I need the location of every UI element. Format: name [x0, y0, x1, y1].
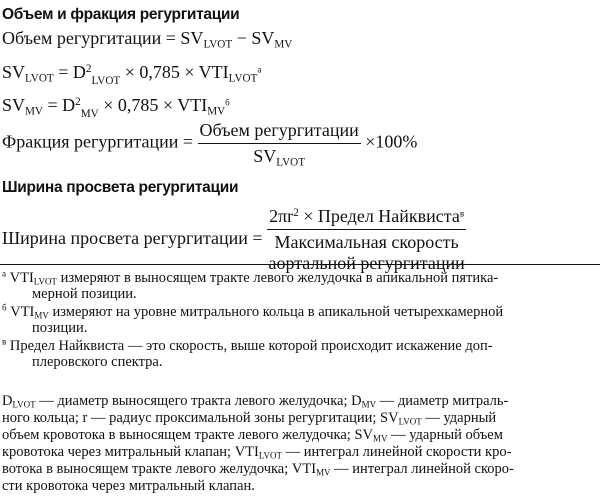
section-title-volume-fraction: Объем и фракция регургитации: [2, 6, 240, 23]
definition-line: $D_{LVOT}$ — диаметр выносящего тракта левого желудочка; $D_{MV}$ — диаметр митраль-: [2, 393, 509, 410]
equation-regurgitant-volume: Объем регургитации = $SV_{LVOT} - SV_{MV}$: [2, 28, 293, 51]
equation-vena-contracta-width: Ширина просвета регургитации = $2\pi r^2$ × Предел Найквиста$^в$ Максимальная скорость аортальной регургитации: [2, 206, 465, 273]
equation-sv-mv: $SV_{MV} = D^2_{MV} \times 0,785 \times VTI_{MV}^б$: [2, 95, 230, 121]
footnote-c: $^в$ Предел Найквиста — это скорость, выше которой происходит искажение доп- плеровского спектра.: [2, 336, 493, 370]
definition-line: сти кровотока через митральный клапан.: [2, 478, 255, 494]
abbreviation-definitions: [2, 393, 514, 495]
fraction-vena-contracta: $2\pi r^2$ × Предел Найквиста$^в$ Максимальная скорость аортальной регургитации: [268, 206, 465, 273]
definition-line: ного кольца; r — радиус проксимальной зоны регургитации; $SV_{LVOT}$ — ударный: [2, 410, 497, 427]
definition-line: кровотока через митральный клапан; $VTI_{LVOT}$ — интеграл линейной скорости кро-: [2, 444, 512, 461]
footnote-divider: [0, 264, 600, 265]
equation-sv-lvot: $SV_{LVOT} = D^2_{LVOT} \times 0,785 \times VTI_{LVOT}^a$: [2, 62, 262, 88]
section-title-vena-contracta: Ширина просвета регургитации: [2, 179, 239, 196]
fraction-regurgitant: $\frac{\text{Объем регургитации}}{SV_{LVOT}}$: [199, 120, 359, 169]
definition-line: вотока в выносящем тракте левого желудочка; $VTI_{MV}$ — интеграл линейной скоро-: [2, 461, 514, 478]
footnote-a: $^а$ $VTI_{LVOT}$ измеряют в выносящем тракте левого желудочка в апикальной пятика- мерной позиции.: [2, 268, 499, 302]
definition-line: объем кровотока в выносящем тракте левого желудочка; $SV_{MV}$ — ударный объем: [2, 427, 503, 444]
equation-regurgitant-fraction: Фракция регургитации = $\frac{\text{Объем регургитации}}{SV_{LVOT}}$ ×100%: [2, 120, 418, 169]
footnote-b: $^б$ $VTI_{MV}$ измеряют на уровне митрального кольца в апикальной четырехкамерной позиции.: [2, 302, 504, 336]
